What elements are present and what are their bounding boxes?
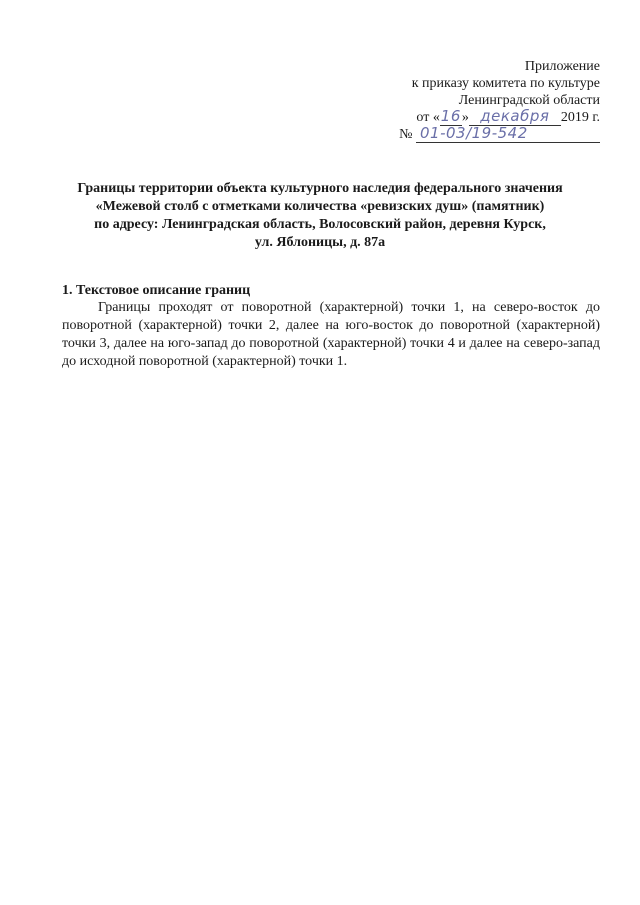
- date-day-handwritten: 16: [440, 107, 461, 125]
- title-line-3: по адресу: Ленинградская область, Волосовский район, деревня Курск,: [94, 217, 546, 232]
- order-reference: к приказу комитета по культуре: [411, 76, 600, 91]
- date-mid: »: [461, 110, 469, 125]
- order-number: [340, 126, 600, 143]
- section-body-text: Границы проходят от поворотной (характерной) точки 1, на северо-восток до поворотной (характерной) точки 2, далее на юго-восток до поворотной (характерной) точки 3, далее на юго-запад до поворотной (характерной) точки 4 и далее на северо-запад до исходной поворотной (характерной) точки 1.: [62, 300, 600, 369]
- title-line-2: «Межевой столб с отметками количества «ревизских душ» (памятник): [95, 199, 545, 214]
- title-line-1: Границы территории объекта культурного наследия федерального значения: [77, 181, 563, 196]
- section-heading: 1. Текстовое описание границ: [62, 283, 251, 298]
- title-line-4: ул. Яблоницы, д. 87а: [254, 235, 386, 250]
- number-sign: №: [399, 127, 413, 142]
- document-title: [60, 180, 580, 252]
- appendix-label: Приложение: [524, 59, 600, 74]
- order-number-handwritten: 01-03/19-542: [420, 124, 528, 142]
- date-month-handwritten: декабря: [480, 107, 550, 125]
- region-name: Ленинградской области: [458, 93, 600, 108]
- order-number-field: [416, 126, 600, 143]
- appendix-header: [340, 58, 600, 143]
- date-prefix: от «: [416, 110, 440, 125]
- date-year: 2019 г.: [560, 110, 600, 125]
